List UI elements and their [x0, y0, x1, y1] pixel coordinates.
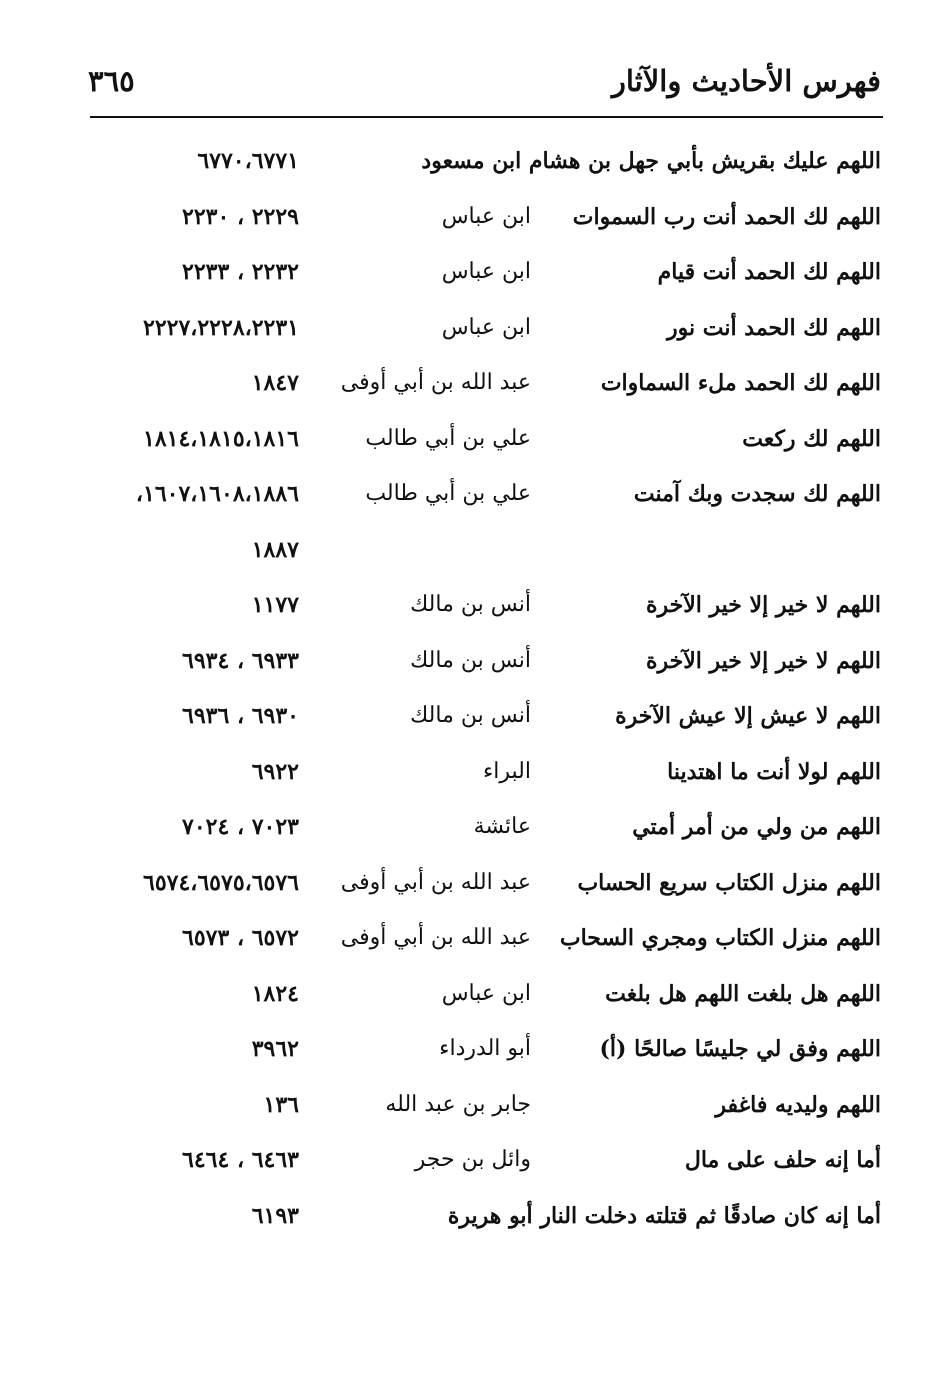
narrator: ابن عباس: [441, 314, 531, 340]
index-entry: [0, 862, 929, 918]
hadith-numbers: ١١٧٧: [251, 592, 299, 618]
hadith-numbers: ٣٩٦٢: [251, 1036, 299, 1062]
page-number: ٣٦٥: [88, 64, 135, 98]
hadith-numbers: ٢٢٢٩ ، ٢٢٣٠: [182, 203, 299, 230]
narrator: علي بن أبي طالب: [365, 425, 531, 451]
hadith-text: اللهم لا خير إلا خير الآخرة: [645, 647, 881, 674]
hadith-text: اللهم من ولي من أمر أمتي: [632, 814, 881, 840]
hadith-numbers: ٦٤٦٣ ، ٦٤٦٤: [182, 1147, 299, 1173]
running-header-title: فهرس الأحاديث والآثار: [611, 64, 881, 98]
index-entries: [0, 140, 929, 1250]
index-entry: [0, 973, 929, 1029]
hadith-numbers: ١٨١٤،١٨١٥،١٨١٦: [143, 425, 299, 452]
index-entry: [0, 1195, 929, 1251]
index-entry: [0, 307, 929, 363]
narrator: عبد الله بن أبي أوفى: [340, 370, 531, 395]
hadith-numbers: ٦٩٣٣ ، ٦٩٣٤: [182, 647, 299, 674]
narrator: عائشة: [473, 814, 531, 839]
index-entry: [0, 1084, 929, 1140]
hadith-numbers: ٦٥٧٢ ، ٦٥٧٣: [182, 925, 299, 951]
hadith-numbers: ٦٩٣٠ ، ٦٩٣٦: [182, 703, 299, 729]
index-entry: [0, 196, 929, 252]
hadith-text: اللهم لك الحمد أنت نور: [667, 314, 881, 341]
hadith-numbers: ٢٢٢٧،٢٢٢٨،٢٢٣١: [143, 314, 299, 341]
index-entry: [0, 251, 929, 307]
index-entry: [0, 584, 929, 640]
index-entry: [0, 806, 929, 862]
hadith-text: اللهم منزل الكتاب سريع الحساب: [577, 869, 881, 896]
index-entry: [0, 1028, 929, 1084]
hadith-text: اللهم لا عيش إلا عيش الآخرة: [615, 703, 881, 729]
index-entry: [0, 529, 929, 585]
hadith-numbers: ١٣٦: [263, 1091, 299, 1118]
narrator: أنس بن مالك: [410, 703, 531, 728]
index-entry: [0, 751, 929, 807]
hadith-text: اللهم لولا أنت ما اهتدينا: [667, 758, 881, 785]
index-entry: [0, 1139, 929, 1195]
hadith-numbers: ٢٢٣٢ ، ٢٢٣٣: [182, 259, 299, 285]
hadith-numbers: ١٨٨٧: [251, 536, 299, 563]
narrator: البراء: [482, 758, 531, 784]
hadith-text: اللهم لا خير إلا خير الآخرة: [645, 592, 881, 618]
narrator: أبو الدرداء: [439, 1036, 531, 1061]
hadith-text: اللهم هل بلغت اللهم هل بلغت: [605, 980, 881, 1007]
hadith-text: اللهم وليديه فاغفر: [715, 1091, 881, 1118]
hadith-text: أما إنه كان صادقًا ثم قتلته دخلت النار أبو هريرة: [447, 1202, 881, 1229]
hadith-text: اللهم عليك بقريش بأبي جهل بن هشام ابن مسعود: [421, 148, 881, 174]
index-entry: [0, 640, 929, 696]
hadith-text: اللهم لك ركعت: [742, 425, 881, 452]
narrator: ابن عباس: [441, 980, 531, 1006]
narrator: وائل بن حجر: [414, 1147, 531, 1172]
narrator: أنس بن مالك: [410, 647, 531, 673]
index-entry: [0, 140, 929, 196]
narrator: عبد الله بن أبي أوفى: [340, 925, 531, 950]
hadith-text: أما إنه حلف على مال: [684, 1147, 881, 1173]
index-entry: [0, 362, 929, 418]
index-entry: [0, 695, 929, 751]
narrator: أنس بن مالك: [410, 592, 531, 617]
narrator: عبد الله بن أبي أوفى: [340, 869, 531, 895]
hadith-text: اللهم لك الحمد ملء السماوات: [600, 370, 881, 396]
hadith-text: اللهم لك سجدت وبك آمنت: [633, 481, 881, 507]
hadith-numbers: ١٦٠٧،١٦٠٨،١٨٨٦،: [135, 481, 299, 507]
hadith-numbers: ٦١٩٣: [251, 1202, 299, 1229]
narrator: ابن عباس: [441, 259, 531, 284]
hadith-text: اللهم منزل الكتاب ومجري السحاب: [559, 925, 881, 951]
index-entry: [0, 917, 929, 973]
hadith-numbers: ٦٥٧٤،٦٥٧٥،٦٥٧٦: [143, 869, 299, 896]
hadith-text: اللهم لك الحمد أنت قيام: [657, 259, 881, 285]
narrator: جابر بن عبد الله: [385, 1091, 531, 1117]
hadith-numbers: ٦٧٧٠،٦٧٧١: [197, 148, 299, 174]
hadith-numbers: ٧٠٢٣ ، ٧٠٢٤: [182, 814, 299, 840]
index-entry: [0, 418, 929, 474]
hadith-text: اللهم وفق لي جليسًا صالحًا (أ): [599, 1036, 881, 1062]
hadith-numbers: ٦٩٢٢: [251, 758, 299, 785]
hadith-numbers: ١٨٢٤: [251, 980, 299, 1007]
hadith-text: اللهم لك الحمد أنت رب السموات: [572, 203, 881, 230]
narrator: ابن عباس: [441, 203, 531, 229]
index-entry: [0, 473, 929, 529]
hadith-numbers: ١٨٤٧: [251, 370, 299, 396]
narrator: علي بن أبي طالب: [365, 481, 531, 506]
header-rule: [90, 116, 883, 118]
